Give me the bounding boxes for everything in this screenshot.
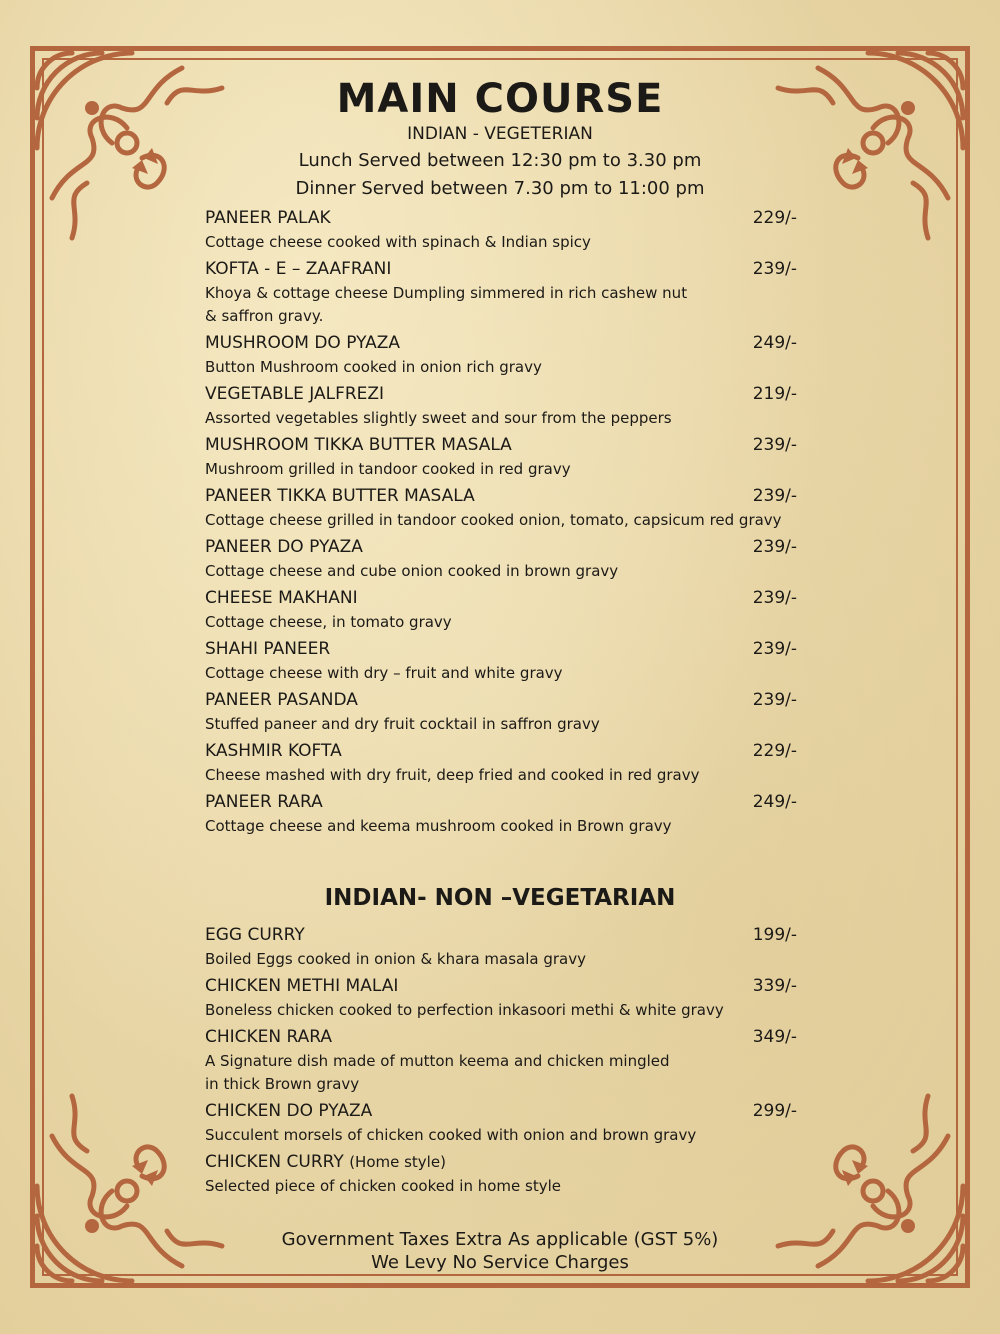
menu-item bbox=[205, 1150, 805, 1201]
item-description: Mushroom grilled in tandoor cooked in red gravy bbox=[205, 460, 571, 478]
item-name: PANEER DO PYAZA bbox=[205, 537, 363, 557]
item-name: MUSHROOM DO PYAZA bbox=[205, 333, 401, 353]
item-name: VEGETABLE JALFREZI bbox=[205, 384, 385, 404]
nonveg-menu-list bbox=[205, 923, 805, 1201]
item-price: 239/- bbox=[752, 435, 797, 455]
item-name: MUSHROOM TIKKA BUTTER MASALA bbox=[205, 435, 512, 455]
item-description: Cottage cheese and cube onion cooked in brown gravy bbox=[205, 562, 619, 580]
item-description: Selected piece of chicken cooked in home style bbox=[205, 1177, 561, 1195]
item-description: Khoya & cottage cheese Dumpling simmered in rich cashew nut bbox=[205, 284, 688, 302]
item-name: CHEESE MAKHANI bbox=[205, 588, 358, 608]
item-name: CHICKEN DO PYAZA bbox=[205, 1101, 373, 1121]
item-price: 239/- bbox=[752, 690, 797, 710]
menu-item bbox=[205, 484, 805, 535]
item-description: Boiled Eggs cooked in onion & khara masala gravy bbox=[205, 950, 586, 968]
item-price: 239/- bbox=[752, 588, 797, 608]
menu-item bbox=[205, 923, 805, 974]
item-name: PANEER PALAK bbox=[205, 208, 331, 228]
item-price: 249/- bbox=[752, 333, 797, 353]
item-price: 239/- bbox=[752, 537, 797, 557]
menu-item bbox=[205, 637, 805, 688]
item-price: 339/- bbox=[752, 976, 797, 996]
menu-item bbox=[205, 535, 805, 586]
item-name: CHICKEN CURRY bbox=[205, 1152, 344, 1172]
item-description: Cottage cheese with dry – fruit and white gravy bbox=[205, 664, 563, 682]
menu-item bbox=[205, 433, 805, 484]
item-note: (Home style) bbox=[349, 1153, 446, 1171]
menu-item bbox=[205, 790, 805, 841]
section-subtitle-veg: INDIAN - VEGETERIAN bbox=[407, 124, 593, 144]
menu-item bbox=[205, 206, 805, 257]
item-name-row bbox=[205, 1150, 805, 1175]
dinner-timing: Dinner Served between 7.30 pm to 11:00 pm bbox=[295, 178, 705, 199]
tax-note: Government Taxes Extra As applicable (GST 5%) bbox=[281, 1229, 719, 1250]
item-name: PANEER RARA bbox=[205, 792, 323, 812]
item-description: Succulent morsels of chicken cooked with onion and brown gravy bbox=[205, 1126, 697, 1144]
item-description-cont: in thick Brown gravy bbox=[205, 1075, 360, 1093]
item-price: 239/- bbox=[752, 486, 797, 506]
item-description: Cheese mashed with dry fruit, deep fried and cooked in red gravy bbox=[205, 766, 700, 784]
item-name: CHICKEN METHI MALAI bbox=[205, 976, 399, 996]
item-price: 239/- bbox=[752, 259, 797, 279]
veg-menu-list bbox=[205, 206, 805, 841]
item-price: 199/- bbox=[752, 925, 797, 945]
item-name: KASHMIR KOFTA bbox=[205, 741, 342, 761]
item-name: EGG CURRY bbox=[205, 925, 305, 945]
menu-item bbox=[205, 974, 805, 1025]
service-charge-note: We Levy No Service Charges bbox=[371, 1252, 629, 1273]
section-title-nonveg: INDIAN- NON –VEGETARIAN bbox=[324, 885, 676, 911]
menu-item bbox=[205, 739, 805, 790]
menu-item bbox=[205, 382, 805, 433]
page-title: MAIN COURSE bbox=[336, 76, 664, 122]
item-description: Assorted vegetables slightly sweet and sour from the peppers bbox=[205, 409, 672, 427]
lunch-timing: Lunch Served between 12:30 pm to 3.30 pm bbox=[298, 150, 702, 171]
menu-item bbox=[205, 1025, 805, 1099]
menu-item bbox=[205, 1099, 805, 1150]
menu-item bbox=[205, 688, 805, 739]
menu-item bbox=[205, 586, 805, 637]
item-name: PANEER TIKKA BUTTER MASALA bbox=[205, 486, 475, 506]
menu-item bbox=[205, 257, 805, 331]
item-description: Button Mushroom cooked in onion rich gravy bbox=[205, 358, 542, 376]
item-name: PANEER PASANDA bbox=[205, 690, 358, 710]
item-price: 239/- bbox=[752, 639, 797, 659]
item-name: CHICKEN RARA bbox=[205, 1027, 333, 1047]
item-price: 249/- bbox=[752, 792, 797, 812]
item-description: Cottage cheese and keema mushroom cooked in Brown gravy bbox=[205, 817, 672, 835]
item-description: Boneless chicken cooked to perfection inkasoori methi & white gravy bbox=[205, 1001, 724, 1019]
item-price: 229/- bbox=[752, 741, 797, 761]
item-price: 349/- bbox=[752, 1027, 797, 1047]
item-price: 219/- bbox=[752, 384, 797, 404]
item-description: A Signature dish made of mutton keema and chicken mingled bbox=[205, 1052, 670, 1070]
item-description: Stuffed paneer and dry fruit cocktail in saffron gravy bbox=[205, 715, 600, 733]
item-description-cont: & saffron gravy. bbox=[205, 307, 324, 325]
item-name: SHAHI PANEER bbox=[205, 639, 331, 659]
item-price: 299/- bbox=[752, 1101, 797, 1121]
item-description: Cottage cheese cooked with spinach & Indian spicy bbox=[205, 233, 591, 251]
item-price: 229/- bbox=[752, 208, 797, 228]
item-description: Cottage cheese, in tomato gravy bbox=[205, 613, 452, 631]
item-name: KOFTA - E – ZAAFRANI bbox=[205, 259, 392, 279]
item-description: Cottage cheese grilled in tandoor cooked onion, tomato, capsicum red gravy bbox=[205, 511, 782, 529]
menu-item bbox=[205, 331, 805, 382]
